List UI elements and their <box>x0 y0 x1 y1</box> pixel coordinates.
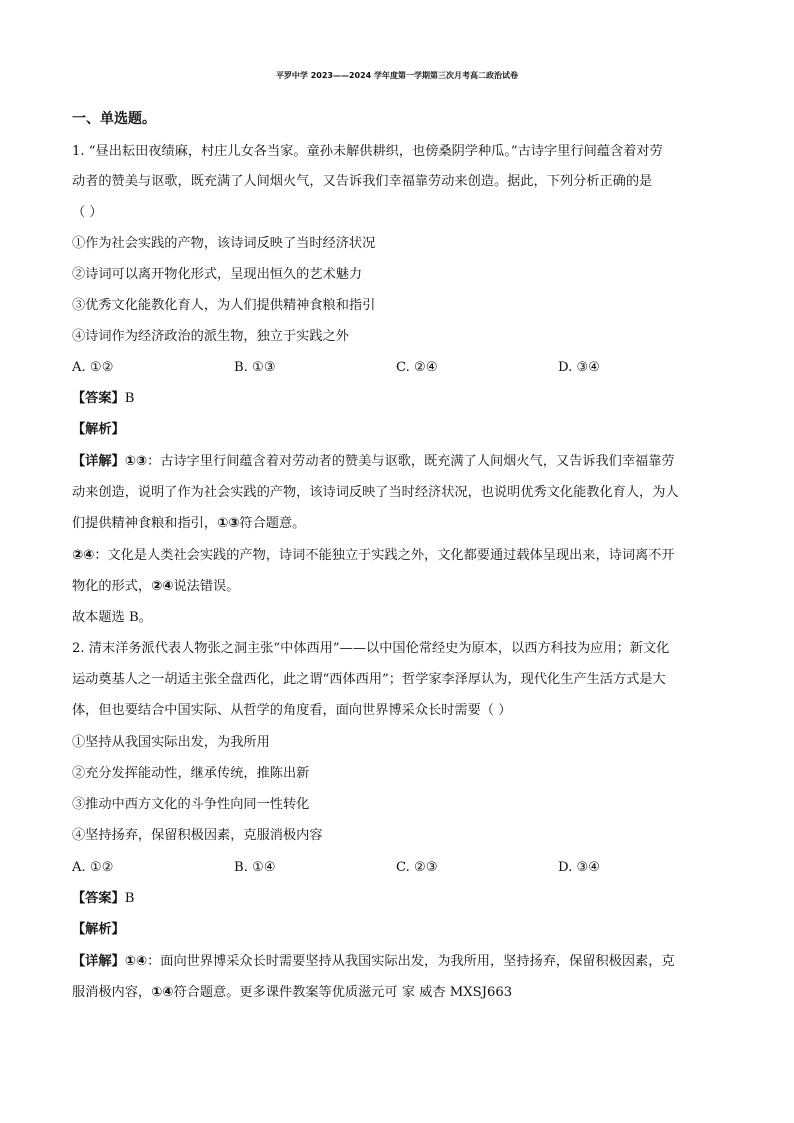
q1-answer <box>72 390 134 408</box>
q2-option-b: B. ①④ <box>234 860 276 875</box>
q1-option-b: B. ①③ <box>234 360 276 375</box>
q1-stem-line-3: （ ） <box>72 205 103 220</box>
q1-detail-text-3a: 们提供精神食粮和指引， <box>72 516 218 531</box>
q1-detail-mark-5: ②④ <box>151 579 174 594</box>
q2-stem-line-3: 体，但也要结合中国实际、从哲学的角度看，面向世界博采众长时需要（ ） <box>72 703 512 718</box>
q2-answer-label: 【答案】 <box>72 891 125 906</box>
q1-option-d: D. ③④ <box>558 360 601 375</box>
q1-detail-mark-3: ①③ <box>217 516 240 531</box>
q2-analysis-label: 【解析】 <box>72 922 125 937</box>
q2-option-a: A. ①② <box>72 860 114 875</box>
q1-detail-label: 【详解】 <box>72 454 125 469</box>
q1-detail-text-4: ：文化是人类社会实践的产物，诗词不能独立于实践之外，文化都要通过载体呈现出来，诗词离不开 <box>94 548 675 563</box>
q1-answer-value: B <box>124 391 135 406</box>
q2-option-d: D. ③④ <box>558 860 601 875</box>
q1-conclusion: 故本题选 B。 <box>72 610 152 625</box>
q1-item-2: ②诗词可以离开物化形式，呈现出恒久的艺术魅力 <box>72 267 363 282</box>
q1-detail-text-5a: 物化的形式， <box>72 579 152 594</box>
section-heading: 一、单选题。 <box>72 111 156 127</box>
q1-option-c: C. ②④ <box>396 360 438 375</box>
q2-item-4: ④坚持扬弃，保留积极因素，克服消极内容 <box>72 828 323 843</box>
q1-detail-text-3c: 符合题意。 <box>239 516 306 531</box>
q2-item-1: ①坚持从我国实际出发，为我所用 <box>72 735 270 750</box>
q2-detail-text-2a: 服消极内容， <box>72 985 152 1000</box>
q1-item-4: ④诗词作为经济政治的派生物，独立于实践之外 <box>72 329 349 344</box>
q1-option-a: A. ①② <box>72 360 114 375</box>
q2-detail-mark-1: ①④ <box>124 954 148 969</box>
q1-answer-label: 【答案】 <box>72 391 125 406</box>
q1-stem-line-2: 动者的赞美与讴歌，既充满了人间烟火气，又告诉我们幸福靠劳动来创造。据此，下列分析正确的是 <box>72 174 653 189</box>
q2-detail-text-1: ：面向世界博采众长时需要坚持从我国实际出发，为我所用，坚持扬弃，保留积极因素，克 <box>147 954 675 969</box>
q2-item-3: ③推动中西方文化的斗争性向同一性转化 <box>72 797 310 812</box>
q1-detail-line-5 <box>72 578 239 596</box>
q2-detail-line-1 <box>72 953 675 971</box>
q2-detail-text-2c: 符合题意。更多课件教案等优质滋元可 家 威杏 MXSJ663 <box>173 985 513 1000</box>
q1-detail-mark-4: ②④ <box>72 548 95 563</box>
q2-stem-line-1: 2. 清末洋务派代表人物张之洞主张“中体西用”——以中国伦常经史为原本，以西方科技为应用；新文化 <box>72 641 670 656</box>
q2-answer <box>72 890 134 908</box>
q1-detail-line-4 <box>72 547 675 565</box>
q2-answer-value: B <box>124 891 135 906</box>
q1-detail-text-1: ：古诗字里行间蕴含着对劳动者的赞美与讴歌，既充满了人间烟火气，又告诉我们幸福靠劳 <box>147 454 675 469</box>
q1-item-3: ③优秀文化能教化育人，为人们提供精神食粮和指引 <box>72 298 376 313</box>
q1-detail-mark-1: ①③ <box>124 454 148 469</box>
q2-detail-mark-2: ①④ <box>151 985 174 1000</box>
page-title: 平罗中学 2023——2024 学年度第一学期第三次月考高二政治试卷 <box>275 71 519 80</box>
q2-item-2: ②充分发挥能动性，继承传统，推陈出新 <box>72 766 310 781</box>
q2-detail-label: 【详解】 <box>72 954 125 969</box>
q1-detail-line-2: 动来创造，说明了作为社会实践的产物，该诗词反映了当时经济状况，也说明优秀文化能教化育人，为人 <box>72 485 679 500</box>
q1-analysis-label: 【解析】 <box>72 422 125 437</box>
q2-detail-line-2 <box>72 984 512 1002</box>
q1-detail-line-1 <box>72 453 675 471</box>
q2-stem-line-2: 运动奠基人之一胡适主张全盘西化，此之谓“西体西用”；哲学家李泽厚认为，现代化生产生活方式是大 <box>72 672 666 687</box>
q1-detail-line-3 <box>72 515 305 533</box>
q2-option-c: C. ②③ <box>396 860 438 875</box>
q1-detail-text-5c: 说法错误。 <box>173 579 240 594</box>
q1-stem-line-1: 1. “昼出耘田夜绩麻，村庄儿女各当家。童孙未解供耕织，也傍桑阴学种瓜。”古诗字里行间蕴含着对劳 <box>72 144 663 159</box>
q1-item-1: ①作为社会实践的产物，该诗词反映了当时经济状况 <box>72 236 376 251</box>
